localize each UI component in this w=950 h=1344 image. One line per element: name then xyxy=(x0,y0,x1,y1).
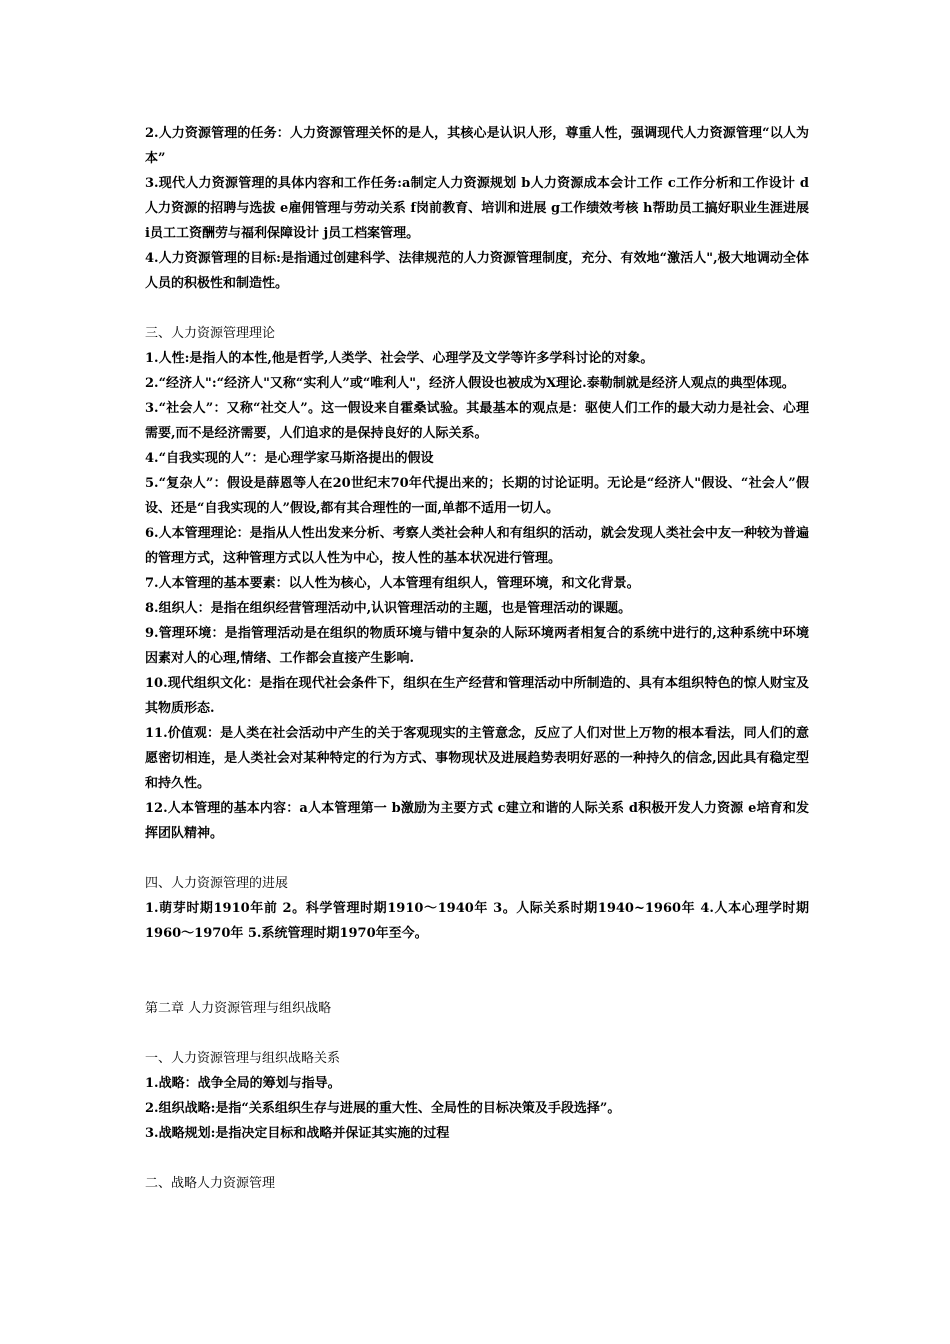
theory-item: 10.现代组织文化：是指在现代社会条件下，组织在生产经营和管理活动中所制造的、具有本组织特色的惊人财宝及其物质形态. xyxy=(145,676,809,716)
strategy-item: 3.战略规划:是指决定目标和战略并保证其实施的过程 xyxy=(145,1126,450,1141)
spacer xyxy=(145,1146,809,1171)
document-page xyxy=(145,121,809,1196)
theory-item: 9.管理环境：是指管理活动是在组织的物质环境与错中复杂的人际环境两者相复合的系统中进行的,这种系统中环境因素对人的心理,情绪、工作都会直接产生影响. xyxy=(145,626,809,666)
section-heading-strategy-relation: 一、人力资源管理与组织战略关系 xyxy=(145,1051,341,1066)
paragraph-hr-content: 3.现代人力资源管理的具体内容和工作任务:a制定人力资源规划 b人力资源成本会计工作 c工作分析和工作设计 d人力资源的招聘与选拔 e雇佣管理与劳动关系 f岗前教育、培训和进展 g工作绩效考核 h帮助员工搞好职业生涯进展 i员工工资酬劳与福利保障设计 j员工档案管理。 xyxy=(145,176,809,241)
theory-item: 4.“自我实现的人”：是心理学家马斯洛提出的假设 xyxy=(145,451,434,466)
strategy-item: 1.战略：战争全局的筹划与指导。 xyxy=(145,1076,341,1091)
theory-item: 3.“社会人”：又称“社交人”。这一假设来自霍桑试验。其最基本的观点是：驱使人们工作的最大动力是社会、心理需要,而不是经济需要，人们追求的是保持良好的人际关系。 xyxy=(145,401,809,441)
section-heading-development: 四、人力资源管理的进展 xyxy=(145,876,289,891)
theory-item: 5.“复杂人”：假设是薛恩等人在20世纪末70年代提出来的；长期的讨论证明。无论是“经济人"假设、“社会人”假设、还是“自我实现的人”假设,都有其合理性的一面,单都不适用一切人。 xyxy=(145,476,809,516)
theory-item: 1.人性:是指人的本性,他是哲学,人类学、社会学、心理学及文学等许多学科讨论的对象。 xyxy=(145,351,654,366)
section-heading-theory: 三、人力资源管理理论 xyxy=(145,326,276,341)
spacer xyxy=(145,946,809,996)
theory-item: 2.“经济人":“经济人"又称“实利人”或“唯利人"，经济人假设也被成为X理论.泰勒制就是经济人观点的典型体现。 xyxy=(145,376,795,391)
section-heading-strategic-hrm: 二、战略人力资源管理 xyxy=(145,1176,276,1191)
spacer xyxy=(145,846,809,871)
spacer xyxy=(145,1021,809,1046)
theory-item: 11.价值观：是人类在社会活动中产生的关于客观现实的主管意念，反应了人们对世上万物的根本看法，同人们的意愿密切相连，是人类社会对某种特定的行为方式、事物现状及进展趋势表明好恶的一种持久的信念,因此具有稳定型和持久性。 xyxy=(145,726,809,791)
chapter-title: 第二章 人力资源管理与组织战略 xyxy=(145,1001,332,1016)
development-timeline: 1.萌芽时期1910年前 2。科学管理时期1910～1940年 3。人际关系时期1940~1960年 4.人本心理学时期1960～1970年 5.系统管理时期1970年至今。 xyxy=(145,901,809,941)
strategy-item: 2.组织战略:是指“关系组织生存与进展的重大性、全局性的目标决策及手段选择”。 xyxy=(145,1101,621,1116)
spacer xyxy=(145,296,809,321)
paragraph-hr-goal: 4.人力资源管理的目标:是指通过创建科学、法律规范的人力资源管理制度，充分、有效地“激活人",极大地调动全体人员的积极性和制造性。 xyxy=(145,251,809,291)
paragraph-hr-tasks: 2.人力资源管理的任务：人力资源管理关怀的是人，其核心是认识人形，尊重人性，强调现代人力资源管理“以人为本” xyxy=(145,126,809,166)
theory-item: 7.人本管理的基本要素：以人性为核心，人本管理有组织人，管理环境，和文化背景。 xyxy=(145,576,640,591)
theory-item: 8.组织人：是指在组织经营管理活动中,认识管理活动的主题，也是管理活动的课题。 xyxy=(145,601,632,616)
theory-item: 6.人本管理理论：是指从人性出发来分析、考察人类社会种人和有组织的活动，就会发现人类社会中友一种较为普遍的管理方式，这种管理方式以人性为中心，按人性的基本状况进行管理。 xyxy=(145,526,809,566)
theory-item: 12.人本管理的基本内容：a人本管理第一 b激励为主要方式 c建立和谐的人际关系 d积极开发人力资源 e培育和发挥团队精神。 xyxy=(145,801,809,841)
